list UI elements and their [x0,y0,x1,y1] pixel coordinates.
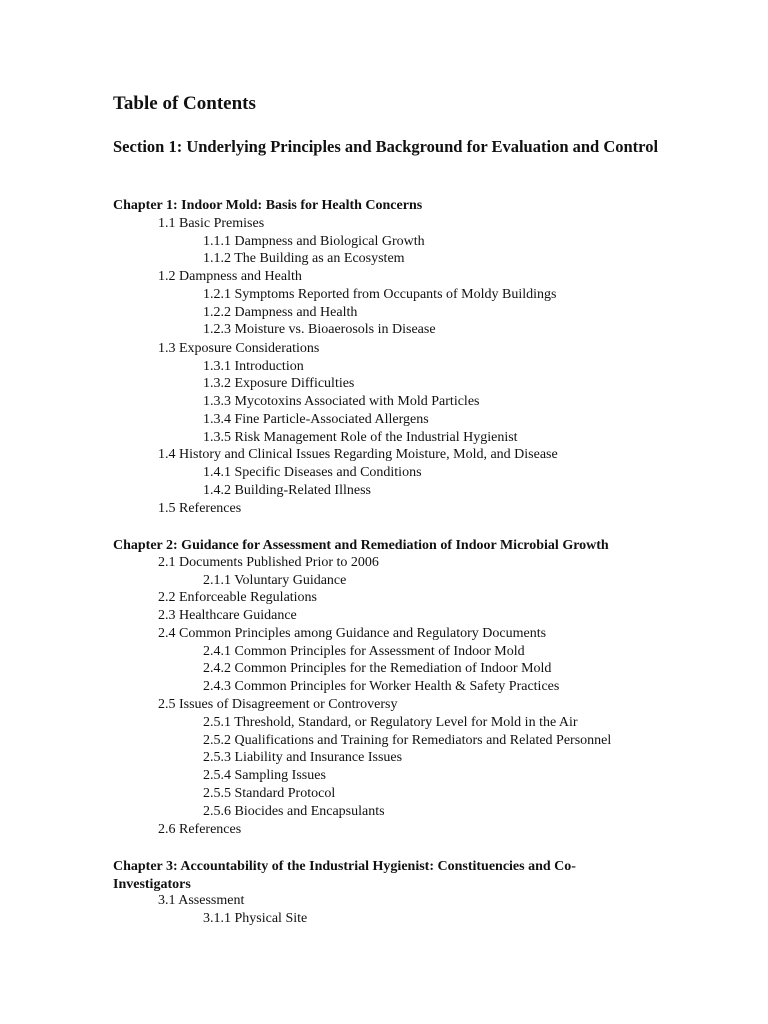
toc-entry: 2.1.1 Voluntary Guidance [203,573,347,588]
toc-entry: 1.1 Basic Premises [158,216,265,231]
toc-entry: 2.4 Common Principles among Guidance and Regulatory Documents [158,626,547,641]
toc-entry: 2.5 Issues of Disagreement or Controversy [158,697,398,712]
toc-entry: 1.2.3 Moisture vs. Bioaerosols in Disease [203,322,436,337]
toc-entry: 1.3.2 Exposure Difficulties [203,376,355,391]
toc-entry: 1.4 History and Clinical Issues Regarding Moisture, Mold, and Disease [158,447,558,462]
toc-entry: 2.5.5 Standard Protocol [203,786,336,801]
toc-entry: 3.1 Assessment [158,893,245,908]
section-heading: Section 1: Underlying Principles and Background for Evaluation and Control [113,137,659,156]
toc-entry: 2.6 References [158,822,242,837]
toc-entry: 2.4.2 Common Principles for the Remediation of Indoor Mold [203,661,552,676]
toc-entry: 1.3.5 Risk Management Role of the Industrial Hygienist [203,430,518,445]
toc-entry: 1.3.1 Introduction [203,359,304,374]
toc-entry: 1.3 Exposure Considerations [158,341,320,356]
toc-entry: 1.5 References [158,501,242,516]
toc-entry: 1.3.4 Fine Particle-Associated Allergens [203,412,429,427]
toc-entry: 2.5.2 Qualifications and Training for Remediators and Related Personnel [203,733,612,748]
toc-entry: 2.5.4 Sampling Issues [203,768,326,783]
toc-entry: 1.2.2 Dampness and Health [203,305,358,320]
toc-entry: 2.2 Enforceable Regulations [158,590,318,605]
toc-entry: 1.1.2 The Building as an Ecosystem [203,251,405,266]
toc-entry: 2.1 Documents Published Prior to 2006 [158,555,379,570]
chapter-heading: Chapter 1: Indoor Mold: Basis for Health Concerns [113,198,423,213]
toc-entry: 1.2.1 Symptoms Reported from Occupants of Moldy Buildings [203,287,557,302]
toc-entry: 1.2 Dampness and Health [158,269,302,284]
toc-entry: 1.4.1 Specific Diseases and Conditions [203,465,422,480]
toc-entry: 2.3 Healthcare Guidance [158,608,297,623]
toc-entry: 2.5.1 Threshold, Standard, or Regulatory Level for Mold in the Air [203,715,578,730]
toc-entry: 2.5.6 Biocides and Encapsulants [203,804,385,819]
toc-entry: 3.1.1 Physical Site [203,911,308,926]
chapter-heading: Chapter 3: Accountability of the Industrial Hygienist: Constituencies and Co-Investigators [113,859,576,892]
toc-entry: 2.4.3 Common Principles for Worker Health & Safety Practices [203,679,560,694]
toc-entry: 1.3.3 Mycotoxins Associated with Mold Particles [203,394,480,409]
toc-entry: 1.4.2 Building-Related Illness [203,483,371,498]
toc-title: Table of Contents [113,93,256,114]
chapter-heading: Chapter 2: Guidance for Assessment and Remediation of Indoor Microbial Growth [113,538,609,553]
toc-entry: 1.1.1 Dampness and Biological Growth [203,234,425,249]
toc-entry: 2.4.1 Common Principles for Assessment of Indoor Mold [203,644,525,659]
toc-entry: 2.5.3 Liability and Insurance Issues [203,750,403,765]
